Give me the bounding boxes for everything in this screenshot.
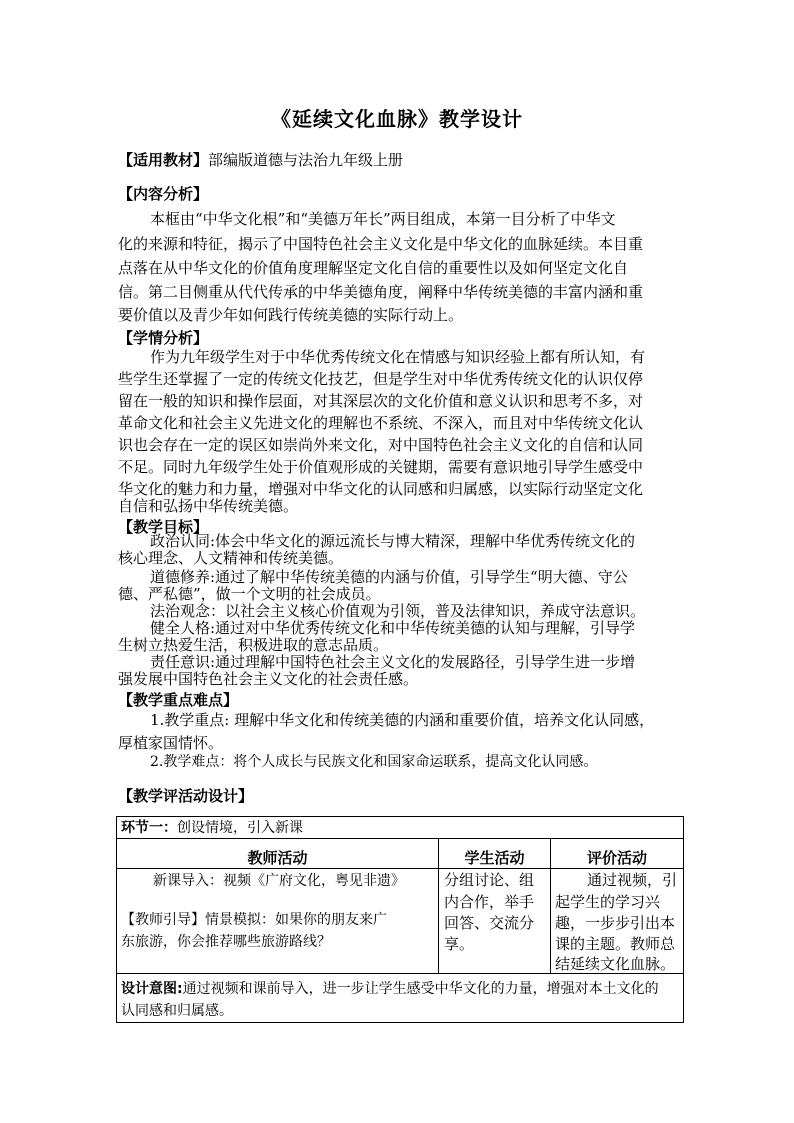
eval-line: 结延续文化血脉。 <box>555 955 676 973</box>
content-line: 点落在从中华文化的价值角度理解坚定文化自信的重要性以及如何坚定文化自 <box>118 259 629 277</box>
keypoints-line: 2.教学难点：将个人成长与民族文化和国家命运联系，提高文化认同感。 <box>150 754 598 770</box>
table-rule <box>116 973 684 974</box>
table-rule <box>116 838 684 839</box>
table-rule <box>116 868 684 869</box>
learner-line: 留在一般的知识和操作层面，对其深层次的文化价值和意义认识和思考不多，对 <box>118 392 644 410</box>
learner-heading: 【学情分析】 <box>118 329 209 347</box>
goals-line: 核心理念、人文精神和传统美德。 <box>118 549 344 567</box>
goals-line: 法治观念：以社会主义核心价值观为引领，普及法律知识，养成守法意识。 <box>150 602 646 620</box>
design-line: 认同感和归属感。 <box>121 1003 233 1019</box>
design-line: 通过视频和课前导入，进一步让学生感受中华文化的力量，增强对本土文化的 <box>182 981 659 997</box>
goals-line: 责任意识:通过理解中国特色社会主义文化的发展路径，引导学生进一步增 <box>150 653 636 671</box>
goals-line: 德、严私德”，做一个文明的社会成员。 <box>118 585 381 603</box>
col-header-student: 学生活动 <box>464 849 525 867</box>
student-line: 内合作，举手 <box>444 893 535 911</box>
content-line: 信。第二目侧重从代代传承的中华美德角度，阐释中华传统美德的丰富内涵和重 <box>118 283 644 301</box>
content-heading: 【内容分析】 <box>118 185 209 203</box>
learner-line: 自信和弘扬中华传统美德。 <box>118 497 299 515</box>
student-line: 分组讨论、组 <box>444 871 535 889</box>
design-intent-row <box>121 982 659 996</box>
teacher-line: 【教师引导】情景模拟：如果你的朋友来广 <box>121 912 387 928</box>
page-title: 《延续文化血脉》教学设计 <box>271 107 523 131</box>
table-border-top <box>116 816 684 817</box>
learner-line: 不足。同时九年级学生处于价值观形成的关键期，需要有意识地引导学生感受中 <box>118 458 644 476</box>
segment-row <box>121 821 303 835</box>
keypoints-line: 1.教学重点: 理解中华文化和传统美德的内涵和重要价值，培养文化认同感， <box>150 711 655 729</box>
textbook-row <box>118 153 403 168</box>
learner-line: 华文化的魅力和力量，增强对中华文化的认同感和归属感，以实际行动坚定文化 <box>118 480 644 498</box>
col-header-eval: 评价活动 <box>586 849 647 867</box>
learner-line: 些学生还掌握了一定的传统文化技艺，但是学生对中华优秀传统文化的认识仅停 <box>118 370 644 388</box>
keypoints-heading: 【教学重点难点】 <box>118 691 239 709</box>
textbook-value: 部编版道德与法治九年级上册 <box>208 151 404 169</box>
goals-line: 强发展中国特色社会主义文化的社会责任感。 <box>118 670 419 688</box>
student-line: 回答、交流分 <box>444 914 535 932</box>
eval-line: 起学生的学习兴 <box>555 893 661 911</box>
segment-title: 创设情境，引入新课 <box>177 820 303 836</box>
teacher-line: 东旅游，你会推荐哪些旅游路线？ <box>121 934 331 950</box>
content-line: 本框由“中华文化根”和“美德万年长”两目组成，本第一目分析了中华文 <box>150 210 616 228</box>
design-label: 设计意图: <box>121 981 183 997</box>
teacher-line: 新课导入：视频《广府文化，粤见非遗》 <box>153 873 405 889</box>
goals-line: 生树立热爱生活，积极进取的意志品质。 <box>118 636 389 654</box>
learner-line: 作为九年级学生对于中华优秀传统文化在情感与知识经验上都有所认知，有 <box>150 348 646 366</box>
content-line: 化的来源和特征，揭示了中国特色社会主义文化是中华文化的血脉延续。本目重 <box>118 235 644 253</box>
activity-heading: 【教学评活动设计】 <box>118 787 254 805</box>
goals-heading: 【教学目标】 <box>118 518 209 536</box>
content-line: 要价值以及青少年如何践行传统美德的实际行动上。 <box>118 306 464 324</box>
goals-line: 政治认同:体会中华文化的源远流长与博大精深，理解中华优秀传统文化的 <box>150 532 636 550</box>
segment-label: 环节一： <box>121 820 177 836</box>
goals-line: 道德修养:通过了解中华传统美德的内涵与价值，引导学生“明大德、守公 <box>150 568 628 586</box>
keypoints-line: 厚植家国情怀。 <box>118 734 224 752</box>
table-border-right <box>683 816 684 1023</box>
eval-line: 趣，一步步引出本 <box>555 914 676 932</box>
learner-line: 革命文化和社会主义先进文化的理解也不系统、不深入，而且对中华传统文化认 <box>118 414 644 432</box>
student-line: 享。 <box>444 935 475 953</box>
table-border-bottom <box>116 1022 684 1023</box>
eval-line: 通过视频，引 <box>587 871 678 889</box>
col-header-teacher: 教师活动 <box>247 849 308 867</box>
learner-line: 识也会存在一定的误区如崇尚外来文化，对中国特色社会主义文化的自信和认同 <box>118 436 644 454</box>
textbook-label: 【适用教材】 <box>118 151 209 169</box>
goals-line: 健全人格:通过对中华优秀传统文化和中华传统美德的认知与理解，引导学 <box>150 619 636 637</box>
eval-line: 课的主题。教师总 <box>555 935 676 953</box>
